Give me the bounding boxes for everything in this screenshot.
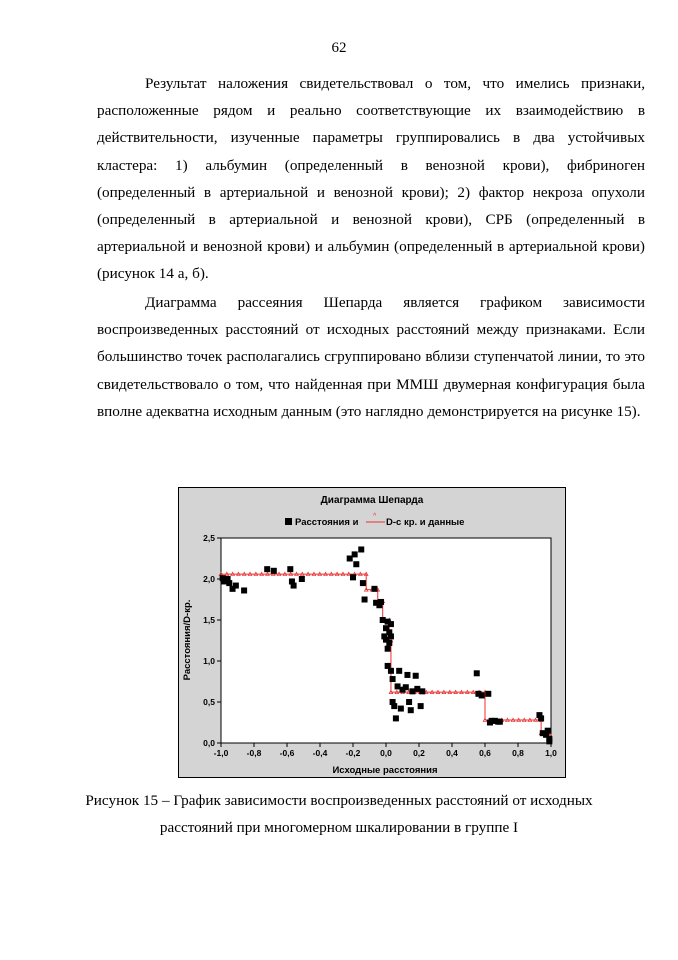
scatter-point <box>546 738 552 744</box>
scatter-point <box>386 640 392 646</box>
x-tick-label: 0,0 <box>380 748 392 758</box>
scatter-point <box>226 580 232 586</box>
scatter-point <box>393 715 399 721</box>
scatter-point <box>497 719 503 725</box>
scatter-point <box>419 688 425 694</box>
shepard-diagram-chart <box>179 488 565 777</box>
scatter-point <box>404 672 410 678</box>
scatter-point <box>388 621 394 627</box>
figure-caption-line-1: Рисунок 15 – График зависимости воспроизведенных расстояний от исходных <box>85 792 593 809</box>
scatter-point <box>403 684 409 690</box>
paragraph-2: Диаграмма рассеяния Шепарда является графиком зависимости воспроизведенных расстояний от исходных расстояний между признаками. Если большинство точек располагались сгруппировано вблизи ступенчатой линии, то это свидетельствовало о том, что найденная при ММШ двумерная конфигурация была вполне адекватна исходным данным (это наглядно демонстрируется на рисунке 15). <box>97 294 645 420</box>
x-tick-label: -0,4 <box>312 748 328 758</box>
y-axis-label: Расстояния/D-кр. <box>182 599 193 681</box>
scatter-point <box>418 703 424 709</box>
shepard-diagram-figure <box>178 487 566 778</box>
x-tick-label: 0,4 <box>446 748 458 758</box>
scatter-point <box>388 668 394 674</box>
y-tick-label: 0,5 <box>203 697 215 707</box>
x-tick-label: -0,6 <box>279 748 295 758</box>
scatter-point <box>413 673 419 679</box>
page-number: 62 <box>331 40 347 56</box>
plot-area <box>203 533 557 758</box>
scatter-point <box>545 728 551 734</box>
scatter-point <box>360 580 366 586</box>
scatter-point <box>287 566 293 572</box>
scatter-point <box>391 703 397 709</box>
scatter-point <box>406 699 412 705</box>
y-tick-label: 2,0 <box>203 574 215 584</box>
scatter-point <box>396 668 402 674</box>
x-tick-label: 0,6 <box>479 748 491 758</box>
scatter-point <box>358 546 364 552</box>
x-axis-label: Исходные расстояния <box>332 765 438 776</box>
scatter-point <box>299 576 305 582</box>
figure-caption-line-2: расстояний при многомерном шкалировании в группе I <box>159 819 519 836</box>
scatter-point <box>378 599 384 605</box>
paragraph-1: Результат наложения свидетельствовал о том, что имелись признаки, расположенные рядом и реально соответствующие их взаимодействию в действительности, изученные параметры группировались в два устойчивых кластера: 1) альбумин (определенный в венозной крови), фибриноген (определенный в артериальной и венозной крови); 2) фактор некроза опухоли (определенный в артериальной и венозной крови), СРБ (определенный в артериальной и венозной крови) и альбумин (определенный в артериальной крови) (рисунок 14 а, б). <box>97 75 645 283</box>
scatter-point <box>271 568 277 574</box>
legend-label-points: Расстояния и <box>295 517 359 528</box>
chart-title: Диаграмма Шепарда <box>320 495 424 506</box>
scatter-point <box>385 646 391 652</box>
x-tick-label: -1,0 <box>213 748 229 758</box>
scatter-point <box>353 561 359 567</box>
scatter-point <box>264 566 270 572</box>
scatter-point <box>291 583 297 589</box>
scatter-point <box>388 633 394 639</box>
x-tick-label: 0,8 <box>512 748 524 758</box>
x-tick-label: -0,8 <box>246 748 262 758</box>
scatter-point <box>233 583 239 589</box>
x-tick-label: 1,0 <box>545 748 557 758</box>
scatter-point <box>485 691 491 697</box>
legend-marker-step: ^ <box>373 513 377 520</box>
scatter-point <box>398 706 404 712</box>
scatter-point <box>408 707 414 713</box>
scatter-point <box>538 715 544 721</box>
scatter-point <box>479 692 485 698</box>
y-tick-label: 1,0 <box>203 656 215 666</box>
scatter-point <box>390 676 396 682</box>
scatter-point <box>241 587 247 593</box>
legend-marker-points <box>285 518 292 525</box>
y-tick-label: 0,0 <box>203 738 215 748</box>
scatter-point <box>474 670 480 676</box>
scatter-point <box>352 551 358 557</box>
y-tick-label: 2,5 <box>203 533 215 543</box>
x-tick-label: 0,2 <box>413 748 425 758</box>
scatter-point <box>371 586 377 592</box>
y-tick-label: 1,5 <box>203 615 215 625</box>
scatter-point <box>362 597 368 603</box>
x-tick-label: -0,2 <box>345 748 361 758</box>
legend-label-step: D-с кр. и данные <box>386 517 465 528</box>
scatter-point <box>350 574 356 580</box>
